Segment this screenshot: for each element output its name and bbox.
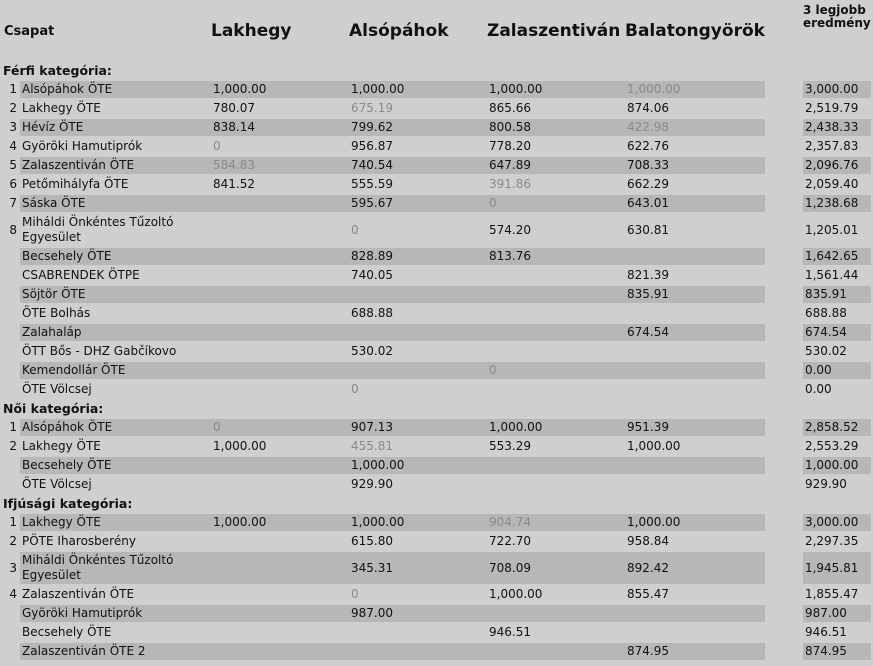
- total-cell: 929.90: [804, 477, 847, 491]
- table-row: [2, 176, 871, 193]
- score-cell: 1,000.00: [213, 439, 267, 453]
- category-header: [2, 62, 871, 79]
- total-cell: 2,357.83: [804, 139, 859, 153]
- table-row: [2, 214, 871, 246]
- score-cell: 855.47: [627, 587, 669, 601]
- team-name-cell: Petőmihályfa ÖTE: [22, 177, 129, 191]
- total-cell: 1,000.00: [803, 457, 871, 474]
- score-cell: 1,000.00: [625, 514, 765, 531]
- score-cell: [625, 476, 765, 493]
- score-cell: [487, 305, 625, 322]
- score-cell: [211, 605, 349, 622]
- total-cell: 3,000.00: [803, 514, 871, 531]
- results-body: [2, 62, 871, 660]
- rank-cell: 1: [9, 420, 17, 434]
- score-cell: [211, 195, 349, 212]
- score-cell: [349, 286, 487, 303]
- header-row: [2, 2, 871, 60]
- score-cell: [625, 248, 765, 265]
- table-row: [2, 514, 871, 531]
- category-title: Férfi kategória:: [3, 63, 112, 78]
- score-cell: 1,000.00: [627, 439, 681, 453]
- score-cell: 0: [213, 139, 221, 153]
- team-name-cell: PÖTE Iharosberény: [22, 534, 136, 548]
- spacer-cell: [765, 476, 803, 493]
- score-cell: 799.62: [349, 119, 487, 136]
- team-name-cell: Miháldi Önkéntes Tűzoltó Egyesület: [20, 552, 211, 584]
- score-cell: 708.09: [487, 552, 625, 584]
- spacer-cell: [765, 286, 803, 303]
- total-cell: 835.91: [803, 286, 871, 303]
- score-cell: 643.01: [625, 195, 765, 212]
- team-name-cell: Lakhegy ÖTE: [22, 439, 101, 453]
- results-table: [2, 0, 871, 662]
- score-cell: 1,000.00: [349, 457, 487, 474]
- score-cell: 722.70: [489, 534, 531, 548]
- table-row: [2, 457, 871, 474]
- table-row: [2, 305, 871, 322]
- team-name-cell: Becsehely ÖTE: [22, 625, 112, 639]
- score-cell: [625, 624, 765, 641]
- score-cell: 907.13: [349, 419, 487, 436]
- score-cell: 1,000.00: [487, 419, 625, 436]
- spacer-cell: [765, 305, 803, 322]
- score-cell: 1,000.00: [211, 514, 349, 531]
- score-cell: 675.19: [351, 101, 393, 115]
- score-cell: 708.33: [625, 157, 765, 174]
- total-cell: 2,438.33: [803, 119, 871, 136]
- category-header: [2, 400, 871, 417]
- score-cell: [211, 643, 349, 660]
- total-cell: 874.95: [803, 643, 871, 660]
- rank-cell: [2, 267, 20, 284]
- score-cell: 595.67: [349, 195, 487, 212]
- team-name-cell: Hévíz ÖTE: [20, 119, 211, 136]
- score-cell: 584.83: [211, 157, 349, 174]
- score-cell: 422.98: [625, 119, 765, 136]
- spacer-cell: [765, 438, 803, 455]
- team-name-cell: ÖTE Völcsej: [22, 382, 92, 396]
- team-name-cell: Becsehely ÖTE: [20, 248, 211, 265]
- score-cell: [211, 324, 349, 341]
- score-cell: [349, 624, 487, 641]
- score-cell: 0: [351, 222, 359, 237]
- spacer-cell: [765, 176, 803, 193]
- rank-cell: [2, 343, 20, 360]
- total-cell: 530.02: [804, 344, 847, 358]
- score-cell: 946.51: [489, 625, 531, 639]
- table-row: [2, 362, 871, 379]
- team-name-cell: Becsehely ÖTE: [20, 457, 211, 474]
- spacer-cell: [765, 81, 803, 98]
- rank-cell: 7: [9, 196, 17, 210]
- rank-cell: 4: [9, 139, 17, 153]
- total-cell: 2,297.35: [804, 534, 859, 548]
- score-cell: 345.31: [349, 552, 487, 584]
- table-row: [2, 100, 871, 117]
- spacer-cell: [765, 267, 803, 284]
- table-row: [2, 381, 871, 398]
- rank-cell: [2, 248, 20, 265]
- header-location-balatongyorok: Balatongyörök: [625, 21, 765, 41]
- total-cell: 2,519.79: [804, 101, 859, 115]
- score-cell: 674.54: [625, 324, 765, 341]
- score-cell: 800.58: [487, 119, 625, 136]
- score-cell: 841.52: [213, 177, 255, 191]
- score-cell: [211, 381, 349, 398]
- score-cell: [211, 533, 349, 550]
- team-name-cell: CSABRENDEK ÖTPE: [22, 268, 140, 282]
- total-cell: 1,945.81: [803, 552, 871, 584]
- rank-cell: 2: [9, 534, 17, 548]
- score-cell: 958.84: [627, 534, 669, 548]
- score-cell: [211, 267, 349, 284]
- spacer-cell: [765, 514, 803, 531]
- score-cell: 662.29: [627, 177, 669, 191]
- rank-cell: [2, 362, 20, 379]
- team-name-cell: Sáska ÖTE: [20, 195, 211, 212]
- rank-cell: [2, 624, 20, 641]
- score-cell: [211, 248, 349, 265]
- table-row: [2, 533, 871, 550]
- total-cell: 2,553.29: [804, 439, 859, 453]
- score-cell: [211, 624, 349, 641]
- total-cell: 1,238.68: [803, 195, 871, 212]
- spacer-cell: [765, 138, 803, 155]
- spacer-cell: [765, 586, 803, 603]
- score-cell: [487, 267, 625, 284]
- total-cell: 2,096.76: [803, 157, 871, 174]
- spacer-cell: [765, 624, 803, 641]
- table-row: [2, 643, 871, 660]
- score-cell: 835.91: [625, 286, 765, 303]
- team-name-cell: Györöki Hamutiprók: [22, 139, 143, 153]
- table-row: [2, 138, 871, 155]
- team-name-cell: Alsópáhok ÖTE: [20, 419, 211, 436]
- table-row: [2, 476, 871, 493]
- score-cell: 951.39: [625, 419, 765, 436]
- score-cell: [487, 457, 625, 474]
- table-row: [2, 157, 871, 174]
- total-cell: 1,642.65: [803, 248, 871, 265]
- spacer-cell: [765, 457, 803, 474]
- score-cell: 555.59: [351, 177, 393, 191]
- score-cell: 622.76: [627, 139, 669, 153]
- spacer-cell: [765, 214, 803, 246]
- rank-cell: 2: [9, 101, 17, 115]
- team-name-cell: ÖTT Bős - DHZ Gabčíkovo: [22, 344, 177, 358]
- score-cell: 647.89: [487, 157, 625, 174]
- score-cell: 821.39: [627, 268, 669, 282]
- score-cell: 892.42: [625, 552, 765, 584]
- score-cell: 987.00: [349, 605, 487, 622]
- score-cell: 1,000.00: [349, 514, 487, 531]
- spacer-cell: [765, 533, 803, 550]
- score-cell: [349, 362, 487, 379]
- total-cell: 688.88: [804, 306, 847, 320]
- total-cell: 0.00: [804, 382, 832, 396]
- score-cell: [349, 324, 487, 341]
- score-cell: 780.07: [213, 101, 255, 115]
- rank-cell: [2, 286, 20, 303]
- category-title: Női kategória:: [3, 401, 104, 416]
- score-cell: 455.81: [351, 439, 393, 453]
- score-cell: 1,000.00: [211, 81, 349, 98]
- score-cell: [625, 605, 765, 622]
- score-cell: 0: [487, 195, 625, 212]
- score-cell: [211, 343, 349, 360]
- score-cell: 0: [487, 362, 625, 379]
- score-cell: [349, 643, 487, 660]
- total-cell: 1,205.01: [804, 222, 859, 237]
- score-cell: [211, 305, 349, 322]
- score-cell: 740.54: [349, 157, 487, 174]
- total-cell: 2,059.40: [804, 177, 859, 191]
- spacer-cell: [765, 157, 803, 174]
- rank-cell: [2, 476, 20, 493]
- team-name-cell: Söjtör ÖTE: [20, 286, 211, 303]
- header-location-alsopahok: Alsópáhok: [349, 21, 449, 41]
- rank-cell: 8: [9, 222, 17, 237]
- spacer-cell: [765, 643, 803, 660]
- score-cell: [625, 457, 765, 474]
- score-cell: 1,000.00: [487, 81, 625, 98]
- rank-cell: [2, 324, 20, 341]
- table-row: [2, 438, 871, 455]
- score-cell: 530.02: [351, 344, 393, 358]
- score-cell: 1,000.00: [625, 81, 765, 98]
- spacer-cell: [765, 605, 803, 622]
- team-name-cell: Zalahaláp: [20, 324, 211, 341]
- team-name-cell: Alsópáhok ÖTE: [20, 81, 211, 98]
- team-name-cell: Lakhegy ÖTE: [22, 101, 101, 115]
- table-row: [2, 81, 871, 98]
- category-header: [2, 495, 871, 512]
- score-cell: [211, 214, 349, 246]
- score-cell: 1,000.00: [349, 81, 487, 98]
- score-cell: 956.87: [351, 139, 393, 153]
- total-cell: 3,000.00: [803, 81, 871, 98]
- table-row: [2, 586, 871, 603]
- score-cell: 904.74: [487, 514, 625, 531]
- score-cell: [487, 324, 625, 341]
- team-name-cell: Györöki Hamutiprók: [20, 605, 211, 622]
- spacer-cell: [765, 195, 803, 212]
- score-cell: [625, 381, 765, 398]
- spacer-cell: [765, 552, 803, 584]
- score-cell: [487, 476, 625, 493]
- total-cell: 674.54: [803, 324, 871, 341]
- header-best-three: 3 legjobb eredmény: [802, 3, 871, 30]
- score-cell: [211, 286, 349, 303]
- score-cell: 0: [351, 382, 359, 396]
- score-cell: [487, 643, 625, 660]
- score-cell: [211, 457, 349, 474]
- total-cell: 1,561.44: [804, 268, 859, 282]
- score-cell: 813.76: [487, 248, 625, 265]
- header-gap: [765, 2, 803, 60]
- team-name-cell: Zalaszentiván ÖTE: [20, 157, 211, 174]
- spacer-cell: [765, 119, 803, 136]
- rank-cell: 4: [9, 587, 17, 601]
- score-cell: 740.05: [351, 268, 393, 282]
- spacer-cell: [765, 381, 803, 398]
- rank-cell: [2, 457, 20, 474]
- team-name-cell: ÖTE Bolhás: [22, 306, 91, 320]
- score-cell: 574.20: [489, 222, 531, 237]
- score-cell: 1,000.00: [489, 587, 543, 601]
- table-row: [2, 605, 871, 622]
- team-name-cell: Zalaszentiván ÖTE 2: [20, 643, 211, 660]
- rank-cell: [2, 381, 20, 398]
- score-cell: [211, 552, 349, 584]
- rank-cell: 3: [9, 120, 17, 134]
- score-cell: [625, 343, 765, 360]
- spacer-cell: [765, 100, 803, 117]
- table-row: [2, 119, 871, 136]
- total-cell: 2,858.52: [803, 419, 871, 436]
- score-cell: [487, 286, 625, 303]
- team-name-cell: Kemendollár ÖTE: [20, 362, 211, 379]
- score-cell: 615.80: [351, 534, 393, 548]
- table-row: [2, 552, 871, 584]
- score-cell: 929.90: [351, 477, 393, 491]
- total-cell: 946.51: [804, 625, 847, 639]
- score-cell: 0: [351, 587, 359, 601]
- score-cell: [625, 362, 765, 379]
- score-cell: 874.95: [625, 643, 765, 660]
- team-name-cell: Zalaszentiván ÖTE: [22, 587, 135, 601]
- spacer-cell: [765, 324, 803, 341]
- category-title: Ifjúsági kategória:: [3, 496, 133, 511]
- rank-cell: 1: [9, 515, 17, 529]
- score-cell: [487, 605, 625, 622]
- header-team: Csapat: [4, 23, 55, 39]
- rank-cell: 3: [9, 560, 17, 575]
- score-cell: 688.88: [351, 306, 393, 320]
- table-row: [2, 624, 871, 641]
- score-cell: 553.29: [489, 439, 531, 453]
- rank-cell: 5: [9, 158, 17, 172]
- rank-cell: [2, 605, 20, 622]
- total-cell: 0.00: [803, 362, 871, 379]
- score-cell: 778.20: [489, 139, 531, 153]
- score-cell: 865.66: [489, 101, 531, 115]
- table-row: [2, 286, 871, 303]
- table-row: [2, 195, 871, 212]
- score-cell: [625, 305, 765, 322]
- total-cell: 1,855.47: [804, 587, 859, 601]
- rank-cell: [2, 305, 20, 322]
- score-cell: 0: [211, 419, 349, 436]
- header-location-lakhegy: Lakhegy: [211, 21, 292, 41]
- table-row: [2, 248, 871, 265]
- score-cell: 838.14: [211, 119, 349, 136]
- score-cell: 828.89: [349, 248, 487, 265]
- table-row: [2, 267, 871, 284]
- rank-cell: 1: [9, 82, 17, 96]
- rank-cell: 6: [9, 177, 17, 191]
- table-row: [2, 324, 871, 341]
- spacer-cell: [765, 419, 803, 436]
- total-cell: 987.00: [803, 605, 871, 622]
- rank-cell: [2, 643, 20, 660]
- score-cell: [487, 381, 625, 398]
- spacer-cell: [765, 362, 803, 379]
- spacer-cell: [765, 343, 803, 360]
- team-name-cell: Miháldi Önkéntes Tűzoltó Egyesület: [22, 215, 174, 244]
- score-cell: 391.86: [489, 177, 531, 191]
- score-cell: [211, 586, 349, 603]
- rank-cell: 2: [9, 439, 17, 453]
- score-cell: 874.06: [627, 101, 669, 115]
- table-row: [2, 419, 871, 436]
- spacer-cell: [765, 248, 803, 265]
- table-row: [2, 343, 871, 360]
- team-name-cell: ÖTE Völcsej: [22, 477, 92, 491]
- score-cell: [487, 343, 625, 360]
- team-name-cell: Lakhegy ÖTE: [20, 514, 211, 531]
- score-cell: [211, 362, 349, 379]
- header-location-zalaszentivan: Zalaszentiván: [487, 21, 621, 41]
- score-cell: 630.81: [627, 222, 669, 237]
- score-cell: [211, 476, 349, 493]
